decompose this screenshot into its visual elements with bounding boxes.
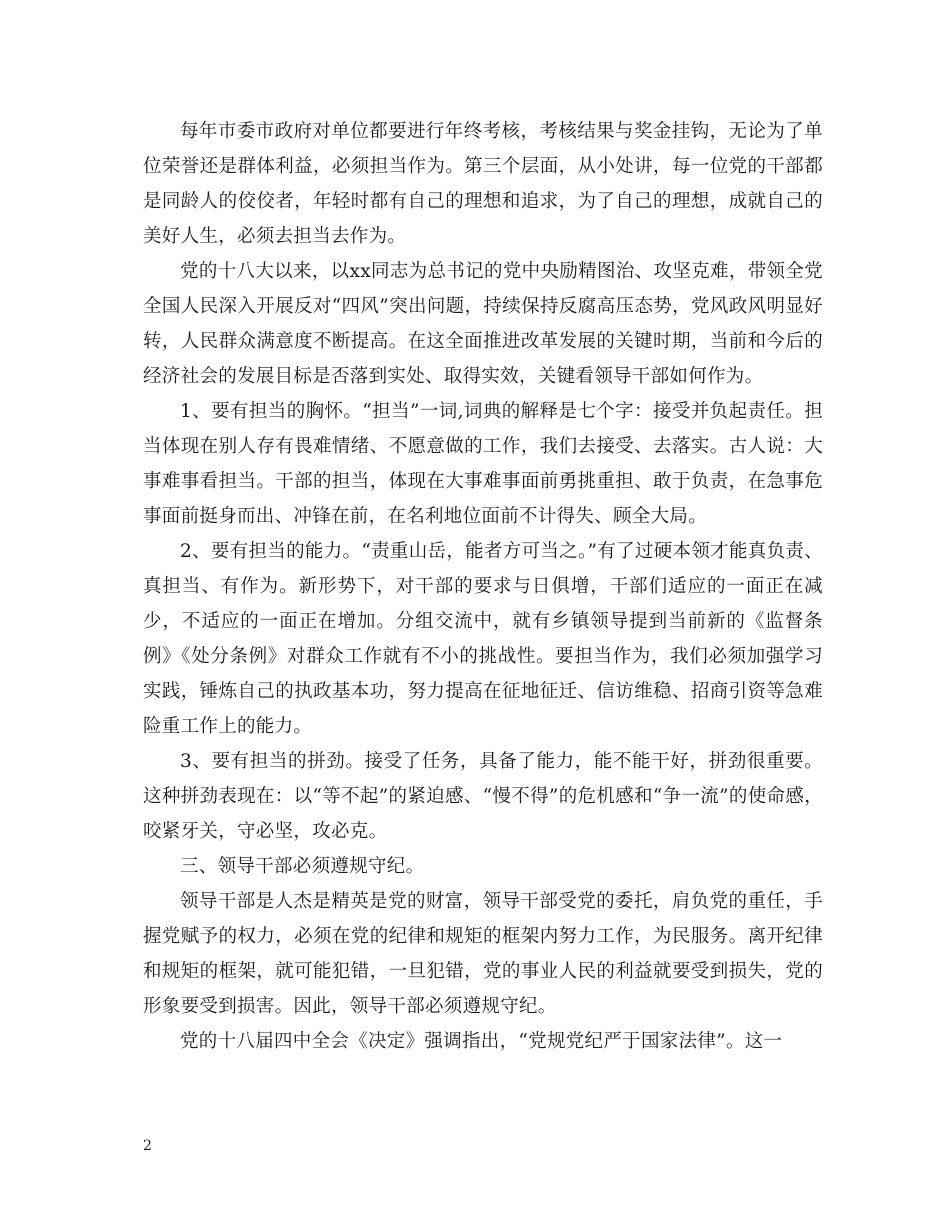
paragraph-7: 领导干部是人杰是精英是党的财富，领导干部受党的委托，肩负党的重任，手握党赋予的权力，必须在党的纪律和规矩的框架内努力工作，为民服务。离开纪律和规矩的框架，就可能犯错，一旦犯错，党的事业人民的利益就要受到损失，党的形象要受到损害。因此，领导干部必须遵规守纪。 <box>143 891 823 1017</box>
paragraph-4: 2、要有担当的能力。“责重山岳，能者方可当之。”有了过硬本领才能真负责、真担当、有作为。新形势下，对干部的要求与日俱增，干部们适应的一面正在减少，不适应的一面正在增加。分组交流中，就有乡镇领导提到当前新的《监督条例》《处分条例》对群众工作就有不小的挑战性。要担当作为，我们必须加强学习实践，锤炼自己的执政基本功，努力提高在征地征迁、信访维稳、招商引资等急难险重工作上的能力。 <box>143 541 823 737</box>
page-number: 2 <box>143 1138 152 1154</box>
paragraph-1: 每年市委市政府对单位都要进行年终考核，考核结果与奖金挂钩，无论为了单位荣誉还是群体利益，必须担当作为。第三个层面，从小处讲，每一位党的干部都是同龄人的佼佼者，年轻时都有自己的理想和追求，为了自己的理想，成就自己的美好人生，必须去担当去作为。 <box>143 121 823 247</box>
paragraph-3: 1、要有担当的胸怀。“担当”一词,词典的解释是七个字：接受并负起责任。担当体现在别人存有畏难情绪、不愿意做的工作，我们去接受、去落实。古人说：大事难事看担当。干部的担当，体现在大事难事面前勇挑重担、敢于负责，在急事危事面前挺身而出、冲锋在前，在名利地位面前不计得失、顾全大局。 <box>143 401 823 527</box>
paragraph-5: 3、要有担当的拼劲。接受了任务，具备了能力，能不能干好，拼劲很重要。这种拼劲表现在：以“等不起”的紧迫感、“慢不得”的危机感和“争一流”的使命感，咬紧牙关，守必坚，攻必克。 <box>143 751 823 842</box>
paragraph-2: 党的十八大以来，以xx同志为总书记的党中央励精图治、攻坚克难，带领全党全国人民深入开展反对“四风”突出问题，持续保持反腐高压态势，党风政风明显好转，人民群众满意度不断提高。在这全面推进改革发展的关键时期，当前和今后的经济社会的发展目标是否落到实处、取得实效，关键看领导干部如何作为。 <box>143 261 823 387</box>
section-heading: 三、领导干部必须遵规守纪。 <box>180 856 425 877</box>
paragraph-8: 党的十八届四中全会《决定》强调指出，“党规党纪严于国家法律”。这一 <box>180 1031 783 1052</box>
document-body <box>143 114 823 1059</box>
